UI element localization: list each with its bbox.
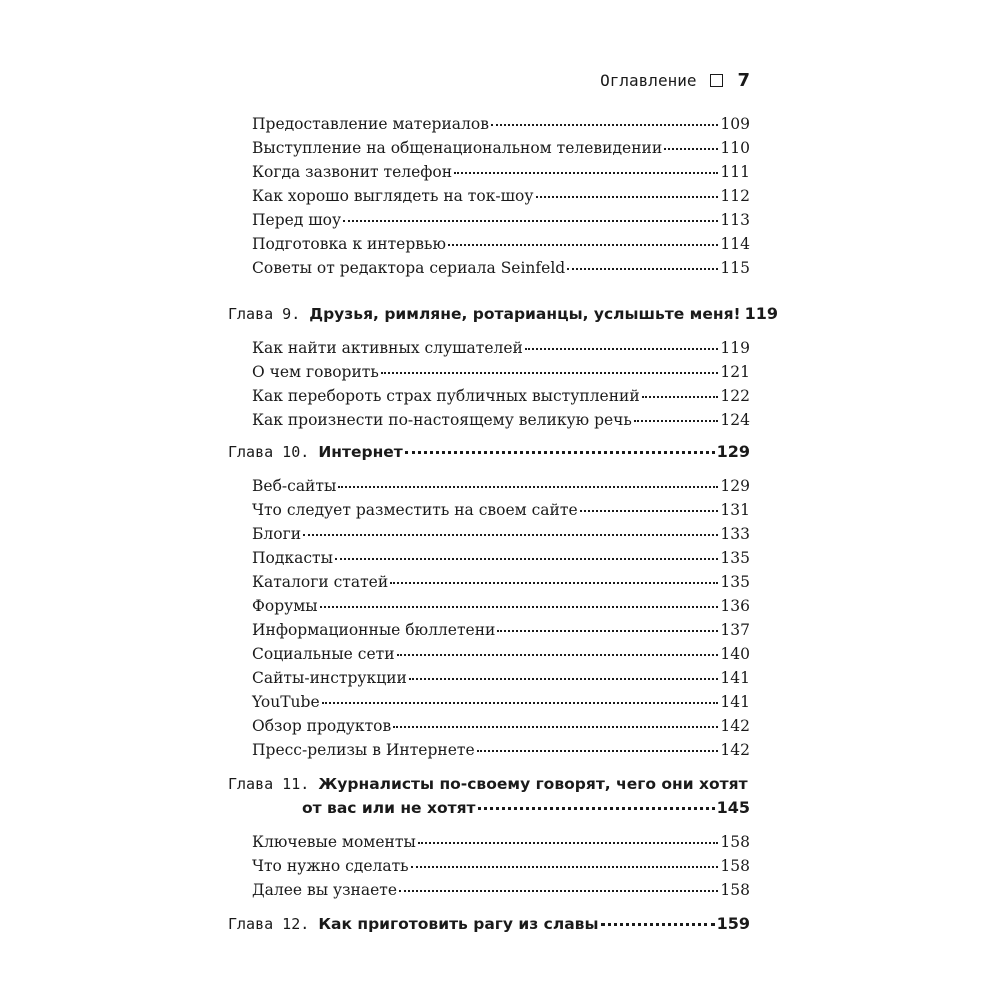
toc-entry-page: 133 (720, 525, 750, 543)
toc-entry-title: Предоставление материалов (252, 115, 489, 133)
toc-entry-title: Информационные бюллетени (252, 621, 496, 639)
dot-leader (454, 171, 718, 174)
toc-entry[interactable] (252, 384, 750, 408)
chapter-prefix: Глава 9. (228, 305, 301, 323)
toc-entry-page: 114 (720, 235, 750, 253)
toc-entry-title: Пресс-релизы в Интернете (252, 741, 475, 759)
chapter-page: 129 (716, 442, 750, 461)
toc-entry-title: Как перебороть страх публичных выступлений (252, 387, 640, 405)
dot-leader (399, 889, 718, 892)
toc-entry-page: 122 (720, 387, 750, 405)
dot-leader (322, 701, 719, 704)
toc-entry-title: Каталоги статей (252, 573, 389, 591)
toc-entry[interactable] (252, 474, 750, 498)
toc-entry[interactable] (252, 666, 750, 690)
chapter-heading (228, 772, 748, 796)
toc-entry-title: Как произнести по-настоящему великую речь (252, 411, 632, 429)
dot-leader (303, 533, 718, 536)
chapter-title-line-1: Журналисты по-своему говорят, чего они хотят (318, 775, 748, 793)
toc-entry-page: 158 (720, 833, 750, 851)
dot-leader (497, 629, 718, 632)
toc-entry-page: 135 (720, 573, 750, 591)
toc-entry-page: 110 (720, 139, 750, 157)
dot-leader (580, 509, 719, 512)
toc-entry-title: Советы от редактора сериала Seinfeld (252, 259, 566, 277)
dot-leader (525, 347, 719, 350)
toc-entry-page: 141 (720, 693, 750, 711)
dot-leader (536, 195, 719, 198)
toc-entry[interactable] (252, 854, 750, 878)
toc-entry[interactable] (252, 184, 750, 208)
toc-entry-title: Форумы (252, 597, 318, 615)
toc-entry[interactable] (252, 594, 750, 618)
toc-entry-page: 140 (720, 645, 750, 663)
chapter-page: 145 (716, 798, 750, 817)
toc-entry-page: 142 (720, 717, 750, 735)
dot-leader (390, 581, 718, 584)
toc-entry-title: Блоги (252, 525, 302, 543)
toc-chapter-12[interactable] (228, 912, 750, 936)
chapter-prefix: Глава 10. (228, 443, 310, 461)
toc-entry-title: Выступление на общенациональном телевидении (252, 139, 663, 157)
toc-entry[interactable] (252, 714, 750, 738)
chapter-title: Как приготовить рагу из славы (318, 915, 599, 933)
toc-entry[interactable] (252, 738, 750, 762)
chapter-page: 159 (716, 914, 750, 933)
toc-entry[interactable] (252, 642, 750, 666)
toc-entry-title: Сайты-инструкции (252, 669, 407, 687)
toc-entry-page: 109 (720, 115, 750, 133)
toc-entry[interactable] (252, 830, 750, 854)
toc-entry-page: 137 (720, 621, 750, 639)
chapter-title: Интернет (318, 443, 403, 461)
toc-entry[interactable] (252, 136, 750, 160)
toc-entry-page: 142 (720, 741, 750, 759)
toc-entry-page: 121 (720, 363, 750, 381)
dot-leader (478, 806, 715, 810)
toc-entry-page: 158 (720, 881, 750, 899)
toc-entry[interactable] (252, 690, 750, 714)
toc-entry-page: 124 (720, 411, 750, 429)
toc-entry-title: Перед шоу (252, 211, 342, 229)
dot-leader (393, 725, 718, 728)
toc-entry[interactable] (252, 208, 750, 232)
toc-entry-page: 129 (720, 477, 750, 495)
chapter-heading (228, 912, 599, 936)
dot-leader (405, 450, 715, 454)
toc-entry-title: О чем говорить (252, 363, 379, 381)
dot-leader (338, 485, 718, 488)
toc-entry[interactable] (252, 570, 750, 594)
dot-leader (491, 123, 718, 126)
toc-entry-title: Что нужно сделать (252, 857, 409, 875)
header-page-number: 7 (737, 69, 750, 91)
toc-chapter-10[interactable] (228, 440, 750, 464)
toc-entry-title: Далее вы узнаете (252, 881, 398, 899)
toc-entry-title: Как найти активных слушателей (252, 339, 523, 357)
toc-entry-page: 131 (720, 501, 750, 519)
toc-entry-page: 136 (720, 597, 750, 615)
toc-entry[interactable] (252, 408, 750, 432)
toc-entry-title: Социальные сети (252, 645, 395, 663)
toc-entry[interactable] (252, 498, 750, 522)
dot-leader (418, 841, 719, 844)
dot-leader (634, 419, 719, 422)
header-title: Оглавление (600, 70, 697, 90)
toc-entry-page: 119 (720, 339, 750, 357)
dot-leader (343, 219, 718, 222)
toc-entry[interactable] (252, 256, 750, 280)
toc-entry[interactable] (252, 160, 750, 184)
chapter-page: 119 (744, 304, 779, 323)
toc-entry[interactable] (252, 232, 750, 256)
toc-entry[interactable] (252, 546, 750, 570)
toc-entry[interactable] (252, 336, 750, 360)
chapter-heading (228, 440, 403, 464)
toc-entry[interactable] (252, 522, 750, 546)
toc-chapter-11[interactable] (228, 772, 750, 796)
toc-entry-page: 111 (720, 163, 750, 181)
dot-leader (409, 677, 719, 680)
square-bullet-icon (710, 74, 723, 87)
dot-leader (320, 605, 719, 608)
toc-entry-title: Что следует разместить на своем сайте (252, 501, 578, 519)
chapter-heading (228, 302, 741, 326)
dot-leader (642, 395, 719, 398)
toc-entry[interactable] (252, 878, 750, 902)
dot-leader (335, 557, 718, 560)
chapter-prefix: Глава 12. (228, 915, 310, 933)
toc-entry-title: YouTube (252, 693, 320, 711)
toc-entry[interactable] (252, 618, 750, 642)
toc-entry-title: Подготовка к интервью (252, 235, 446, 253)
dot-leader (567, 267, 718, 270)
toc-entry-title: Подкасты (252, 549, 333, 567)
toc-entry-title: Веб-сайты (252, 477, 337, 495)
dot-leader (477, 749, 719, 752)
toc-entry-page: 158 (720, 857, 750, 875)
toc-entry-title: Как хорошо выглядеть на ток-шоу (252, 187, 534, 205)
toc-entry-title: Ключевые моменты (252, 833, 416, 851)
toc-entry-page: 112 (720, 187, 750, 205)
toc-entry-title: Когда зазвонит телефон (252, 163, 453, 181)
dot-leader (448, 243, 718, 246)
dot-leader (601, 922, 715, 926)
toc-entry-page: 135 (720, 549, 750, 567)
dot-leader (381, 371, 719, 374)
chapter-prefix: Глава 11. (228, 775, 310, 793)
toc-entry-page: 113 (720, 211, 750, 229)
dot-leader (411, 865, 719, 868)
toc-entry-page: 115 (720, 259, 750, 277)
chapter-title-line-2: от вас или не хотят (302, 799, 476, 817)
toc-entry-title: Обзор продуктов (252, 717, 392, 735)
toc-entry[interactable] (252, 360, 750, 384)
dot-leader (664, 147, 718, 150)
chapter-title: Друзья, римляне, ротарианцы, услышьте меня! (309, 305, 741, 323)
toc-chapter-11-continued[interactable] (302, 796, 750, 820)
toc-entry[interactable] (252, 112, 750, 136)
dot-leader (397, 653, 719, 656)
toc-chapter-9[interactable] (228, 302, 779, 326)
running-header (600, 66, 750, 94)
toc-entry-page: 141 (720, 669, 750, 687)
